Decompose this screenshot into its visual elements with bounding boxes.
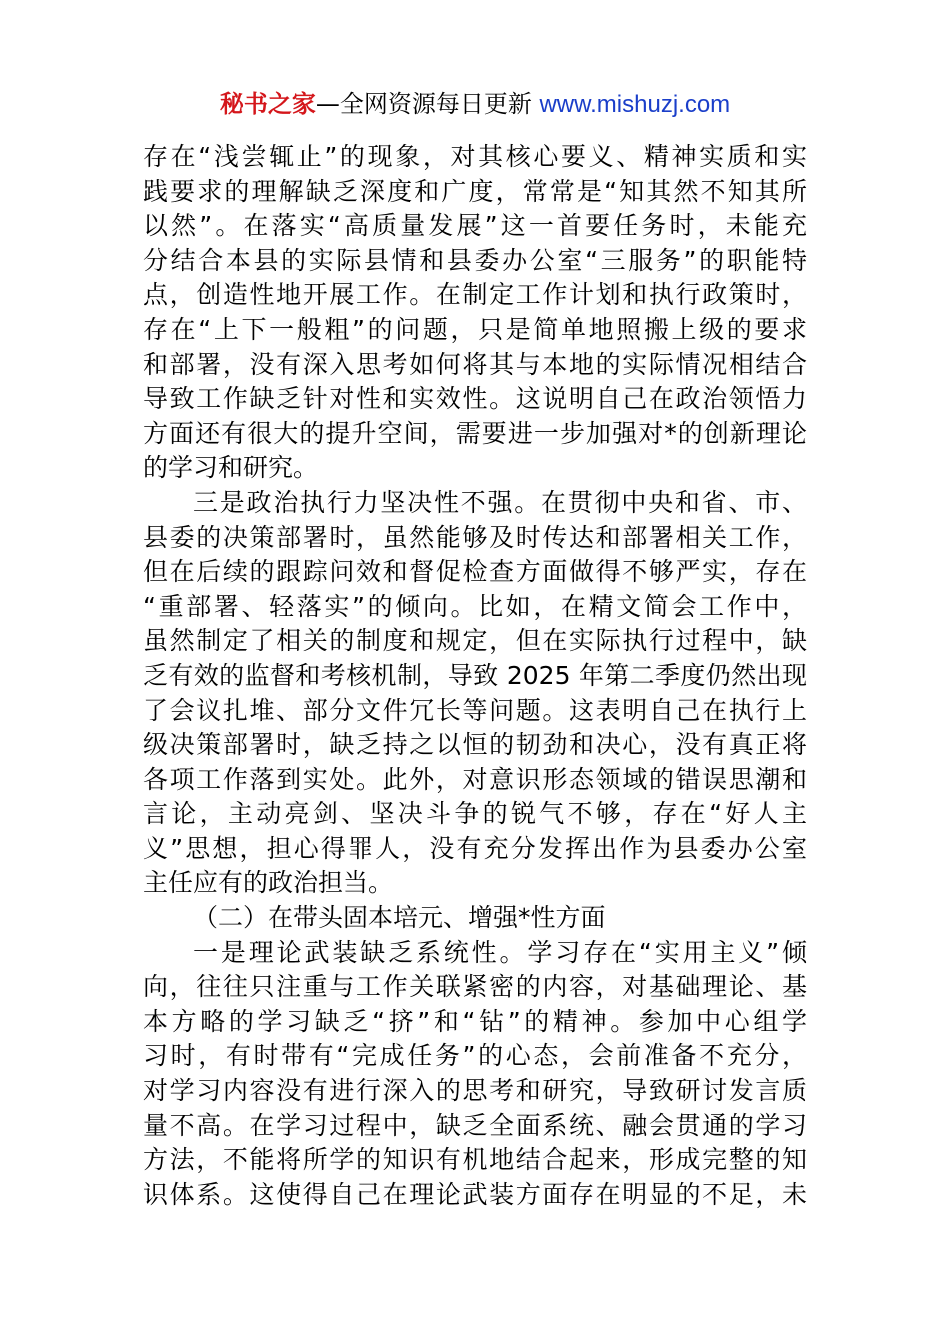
text-line: 导致工作缺乏针对性和实效性。这说明自己在政治领悟力 (143, 384, 807, 414)
text-line: 方法，不能将所学的知识有机地结合起来，形成完整的知 (143, 1145, 807, 1175)
text-line: 习时，有时带有“完成任务”的心态，会前准备不充分， (143, 1041, 807, 1071)
page-header (0, 86, 950, 123)
text-line: 存在“上下一般粗”的问题，只是简单地照搬上级的要求 (143, 314, 807, 344)
text-line: 各项工作落到实处。此外，对意识形态领域的错误思潮和 (143, 764, 807, 794)
text-line: 和部署，没有深入思考如何将其与本地的实际情况相结合 (143, 349, 807, 379)
text-line: 但在后续的跟踪问效和督促检查方面做得不够严实，存在 (143, 557, 807, 587)
text-line: 以然”。在落实“高质量发展”这一首要任务时，未能充 (143, 211, 807, 241)
text-line: 虽然制定了相关的制度和规定，但在实际执行过程中，缺 (143, 626, 807, 656)
text-line: 对学习内容没有进行深入的思考和研究，导致研讨发言质 (143, 1076, 807, 1106)
text-line: 主任应有的政治担当。 (143, 868, 394, 898)
site-url-link[interactable]: www.mishuzj.com (539, 91, 731, 118)
text-line: 的学习和研究。 (143, 453, 319, 483)
text-line: 义”思想，担心得罪人，没有充分发挥出作为县委办公室 (143, 833, 807, 863)
text-line: 言论，主动亮剑、坚决斗争的锐气不够，存在“好人主 (143, 799, 807, 829)
text-line: 了会议扎堆、部分文件冗长等问题。这表明自己在执行上 (143, 695, 807, 725)
text-line: 方面还有很大的提升空间，需要进一步加强对*的创新理论 (143, 418, 807, 448)
section-heading: （二）在带头固本培元、增强*性方面 (193, 903, 606, 933)
text-line: 乏有效的监督和考核机制，导致 2025 年第二季度仍然出现 (143, 660, 807, 690)
text-line: 量不高。在学习过程中，缺乏全面系统、融会贯通的学习 (143, 1110, 807, 1140)
text-line: 点，创造性地开展工作。在制定工作计划和执行政策时， (143, 280, 807, 310)
brand-name: 秘书之家 (219, 90, 316, 118)
document-body (143, 140, 807, 1212)
text-line: 县委的决策部署时，虽然能够及时传达和部署相关工作， (143, 522, 807, 552)
header-tagline: 全网资源每日更新 (339, 90, 540, 118)
text-line: “重部署、轻落实”的倾向。比如，在精文简会工作中， (143, 591, 807, 621)
paragraph-first-line: 一是理论武装缺乏系统性。学习存在“实用主义”倾 (193, 937, 807, 967)
text-line: 级决策部署时，缺乏持之以恒的韧劲和决心，没有真正将 (143, 730, 807, 760)
text-line: 向，往往只注重与工作关联紧密的内容，对基础理论、基 (143, 972, 807, 1002)
text-line: 识体系。这使得自己在理论武装方面存在明显的不足，未 (143, 1179, 807, 1209)
text-line: 本方略的学习缺乏“挤”和“钻”的精神。参加中心组学 (143, 1006, 807, 1036)
text-line: 存在“浅尝辄止”的现象，对其核心要义、精神实质和实 (143, 142, 807, 171)
text-line: 分结合本县的实际县情和县委办公室“三服务”的职能特 (143, 245, 807, 275)
paragraph-first-line: 三是政治执行力坚决性不强。在贯彻中央和省、市、 (193, 487, 807, 517)
header-dash: — (315, 90, 340, 118)
text-line: 践要求的理解缺乏深度和广度，常常是“知其然不知其所 (143, 176, 807, 206)
